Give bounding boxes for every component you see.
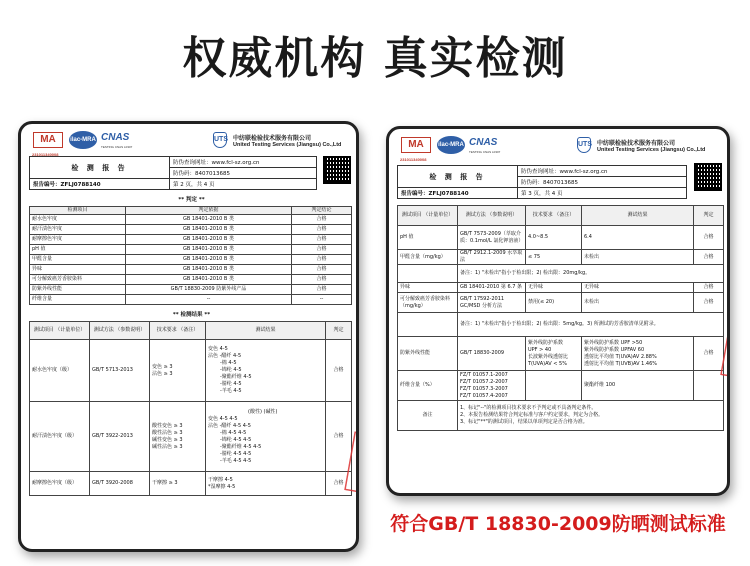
result-head-judge: 判定	[326, 322, 352, 340]
cell-result: 无异味	[582, 283, 694, 293]
cell-item: 可分解致癌芳香胺染料（mg/kg）	[398, 293, 458, 313]
report-info-table	[29, 156, 317, 190]
page-number: 第 2 页，共 4 页	[170, 179, 317, 190]
cell-requirement: 禁用(≤ 20)	[526, 293, 582, 313]
table-row	[30, 245, 352, 255]
judge-cell-conclusion: 合格	[292, 265, 352, 275]
cell-method: GB/T 18830-2009	[458, 337, 526, 371]
company-name-en: United Testing Services (Jiangsu) Co.,Ltd	[233, 142, 342, 148]
verify-code: 防伪码：8407013685	[170, 168, 317, 179]
table-row	[398, 293, 724, 313]
uts-logo-icon: UTS	[213, 132, 227, 148]
table-row	[398, 313, 724, 337]
table-row	[30, 340, 352, 402]
cell-item: pH 值	[398, 226, 458, 250]
report-header	[29, 130, 350, 157]
ilac-logo-icon: ilac-MRA	[69, 131, 97, 149]
cell-result: (酸性) (碱性) 变色 4-5 4-5 沾色 -醋纤 4-5 4-5 -棉 4-5 4-5 -锦纶 4-5 4-5 -聚酯纤维 4-5 4-5 -腈纶 4-5 4-5 -羊毛 4-5 4-5	[206, 402, 326, 472]
standard-caption: 符合GB/T 18830-2009防晒测试标准	[390, 513, 726, 535]
cell-item: 甲醛含量（mg/kg）	[398, 250, 458, 265]
result-head-item: 测试项目 （计量单位）	[398, 206, 458, 226]
formaldehyde-note: 备注：1) "未检出"指小于检出限；2) 检出限：20mg/kg。	[458, 265, 724, 283]
result-head-method: 测试方法 （参数说明）	[90, 322, 150, 340]
report-info-table	[397, 165, 687, 199]
table-row	[30, 402, 352, 472]
cell-requirement: 干摩擦 ≥ 3	[150, 472, 206, 496]
cell-result: 未检出	[582, 293, 694, 313]
cell-method: GB/T 3920-2008	[90, 472, 150, 496]
judge-cell-item: 耐摩擦色牢度	[30, 235, 126, 245]
company-name-en: United Testing Services (Jiangsu) Co.,Ltd	[597, 147, 706, 153]
judge-cell-conclusion: 合格	[292, 285, 352, 295]
table-row	[398, 401, 724, 431]
company-name-cn: 中纺联检验技术服务有限公司	[233, 135, 312, 142]
table-row	[398, 250, 724, 265]
judge-cell-conclusion: --	[292, 295, 352, 305]
cell-requirement: 无异味	[526, 283, 582, 293]
amine-note: 备注：1) "未检出"指小于检出限；2) 检出限：5mg/kg。3) 所测试的芳香胺清单见附录。	[458, 313, 724, 337]
cell-method: GB/T 17592-2011 GC/MSD 分析方法	[458, 293, 526, 313]
cell-result: 6.4	[582, 226, 694, 250]
judge-cell-basis: GB 18401-2010 B 类	[126, 275, 292, 285]
cell-result: 干摩擦 4-5 *湿摩擦 4-5	[206, 472, 326, 496]
cell-judge: 合格	[694, 250, 724, 265]
ma-logo-icon: MA 231011340008	[401, 137, 431, 153]
judge-cell-basis: GB 18401-2010 B 类	[126, 215, 292, 225]
table-row	[30, 235, 352, 245]
result-table	[397, 205, 724, 431]
table-row	[30, 265, 352, 275]
notes-text: 1、标记"--"的检测项目技术要求不予判定或不具备判定条件。 2、本报告检测结果符合判定标准与客户约定要求，判定为合格。 3、标记"**"的测试项目，结果以单项判定是否合格为准。	[458, 401, 724, 431]
judge-head-conclusion: 判定结论	[292, 207, 352, 215]
table-row	[30, 285, 352, 295]
judge-cell-item: 纤维含量	[30, 295, 126, 305]
table-row	[398, 337, 724, 371]
table-row	[30, 472, 352, 496]
judge-section-title: ** 判定 **	[178, 197, 205, 203]
judge-cell-item: 耐汗渍色牢度	[30, 225, 126, 235]
result-head-requirement: 技术要求 （备注）	[526, 206, 582, 226]
cell-item: 耐水色牢度（级）	[30, 340, 90, 402]
judge-cell-basis: GB 18401-2010 B 类	[126, 235, 292, 245]
result-head-method: 测试方法 （参数说明）	[458, 206, 526, 226]
judge-cell-conclusion: 合格	[292, 255, 352, 265]
verify-site: 防伪查询网址：www.fcl-sz.org.cn	[518, 166, 687, 177]
table-row	[30, 215, 352, 225]
cell-judge: 合格	[326, 472, 352, 496]
judge-cell-item: 防紫外线性能	[30, 285, 126, 295]
table-row	[30, 275, 352, 285]
cell-judge: 合格	[326, 340, 352, 402]
report-page-2	[18, 121, 359, 552]
uts-logo-icon: UTS	[577, 137, 591, 153]
cell-requirement: 酸性变色 ≥ 3 酸性沾色 ≥ 3 碱性变色 ≥ 3 碱性沾色 ≥ 3	[150, 402, 206, 472]
verify-site: 防伪查询网址：www.fcl-sz.org.cn	[170, 157, 317, 168]
cell-requirement: ≤ 75	[526, 250, 582, 265]
cell-requirement: 紫外线防护系数 UPF > 40 长波紫外线透射比 T(UVA)AV < 5%	[526, 337, 582, 371]
cell-judge: 合格	[326, 402, 352, 472]
cell-item: 防紫外线性能	[398, 337, 458, 371]
cell-method: GB/T 7573-2009（萃取介质：0.1mol/L 氯化钾溶液）	[458, 226, 526, 250]
judge-cell-basis: --	[126, 295, 292, 305]
judge-cell-conclusion: 合格	[292, 245, 352, 255]
table-row	[398, 371, 724, 401]
judge-cell-item: 异味	[30, 265, 126, 275]
judge-cell-item: 可分解致癌芳香胺染料	[30, 275, 126, 285]
report-number: 报告编号：ZFLJ0788140	[398, 188, 518, 199]
ma-logo-icon: MA 231011340008	[33, 132, 63, 148]
cell-judge: 合格	[694, 293, 724, 313]
cell-requirement	[526, 371, 582, 401]
result-table	[29, 321, 352, 496]
cnas-logo-icon: CNAS TESTING CNAS L0307	[469, 137, 501, 154]
cell-method: GB/T 3922-2013	[90, 402, 150, 472]
qr-code-icon	[694, 163, 722, 191]
verify-code: 防伪码：8407013685	[518, 177, 687, 188]
cell-method: GB/T 5713-2013	[90, 340, 150, 402]
judge-cell-basis: GB/T 18830-2009 防紫外线产品	[126, 285, 292, 295]
cell-requirement: 4.0~8.5	[526, 226, 582, 250]
result-head-judge: 判定	[694, 206, 724, 226]
table-row	[398, 283, 724, 293]
judge-cell-basis: GB 18401-2010 B 类	[126, 265, 292, 275]
judge-cell-conclusion: 合格	[292, 225, 352, 235]
cell-result: 聚酯纤维 100	[582, 371, 694, 401]
table-row	[398, 265, 724, 283]
judge-cell-basis: GB 18401-2010 B 类	[126, 255, 292, 265]
report-title: 检 测 报 告	[30, 157, 170, 179]
company-name-cn: 中纺联检验技术服务有限公司	[597, 140, 676, 147]
judge-cell-item: pH 值	[30, 245, 126, 255]
cell-result: 变色 4-5 沾色 -醋纤 4-5 -棉 4-5 -锦纶 4-5 -聚酯纤维 4-5 -腈纶 4-5 -羊毛 4-5	[206, 340, 326, 402]
judge-cell-conclusion: 合格	[292, 275, 352, 285]
result-section-title: ** 检测结果 **	[172, 312, 211, 318]
cell-item: 耐汗渍色牢度（级）	[30, 402, 90, 472]
page-number: 第 3 页，共 4 页	[518, 188, 687, 199]
cell-judge: 合格	[694, 283, 724, 293]
cell-method: GB 18401-2010 第 6.7 条	[458, 283, 526, 293]
table-row	[30, 295, 352, 305]
report-title: 检 测 报 告	[398, 166, 518, 188]
notes-label: 备注	[398, 401, 458, 431]
cell-result: 未检出	[582, 250, 694, 265]
cnas-logo-icon: CNAS TESTING CNAS L0307	[101, 132, 133, 149]
judge-cell-item: 甲醛含量	[30, 255, 126, 265]
judge-head-basis: 判定依据	[126, 207, 292, 215]
judge-cell-item: 耐水色牢度	[30, 215, 126, 225]
table-row	[398, 226, 724, 250]
table-row	[30, 255, 352, 265]
cell-method: GB/T 2912.1-2009 水萃取法	[458, 250, 526, 265]
cell-item: 耐摩擦色牢度（级）	[30, 472, 90, 496]
cell-item: 异味	[398, 283, 458, 293]
cell-judge: 合格	[694, 226, 724, 250]
report-number: 报告编号：ZFLJ0788140	[30, 179, 170, 190]
result-head-result: 测试结果	[582, 206, 694, 226]
report-page-3	[386, 126, 730, 496]
result-head-item: 测试项目 （计量单位）	[30, 322, 90, 340]
ilac-logo-icon: ilac-MRA	[437, 136, 465, 154]
headline: 权威机构 真实检测	[182, 33, 568, 84]
table-row	[30, 225, 352, 235]
cell-judge: 合格	[694, 337, 724, 371]
result-head-result: 测试结果	[206, 322, 326, 340]
report-header	[397, 135, 721, 162]
judge-head-item: 检测项目	[30, 207, 126, 215]
judge-cell-conclusion: 合格	[292, 235, 352, 245]
cell-result: 紫外线防护系数 UPF >50 紫外线防护系数 UPFAV 60 透射比平均值 T(UVA)AV 2.88% 透射比平均值 T(UVB)AV 1.46%	[582, 337, 694, 371]
cell-method: FZ/T 01057.1-2007 FZ/T 01057.2-2007 FZ/T 01057.3-2007 FZ/T 01057.4-2007	[458, 371, 526, 401]
cell-item: 纤维含量（%）	[398, 371, 458, 401]
judge-cell-basis: GB 18401-2010 B 类	[126, 245, 292, 255]
cell-requirement: 变色 ≥ 3 沾色 ≥ 3	[150, 340, 206, 402]
judge-table	[29, 206, 352, 305]
qr-code-icon	[323, 156, 351, 184]
judge-cell-conclusion: 合格	[292, 215, 352, 225]
judge-cell-basis: GB 18401-2010 B 类	[126, 225, 292, 235]
result-head-requirement: 技术要求 （备注）	[150, 322, 206, 340]
